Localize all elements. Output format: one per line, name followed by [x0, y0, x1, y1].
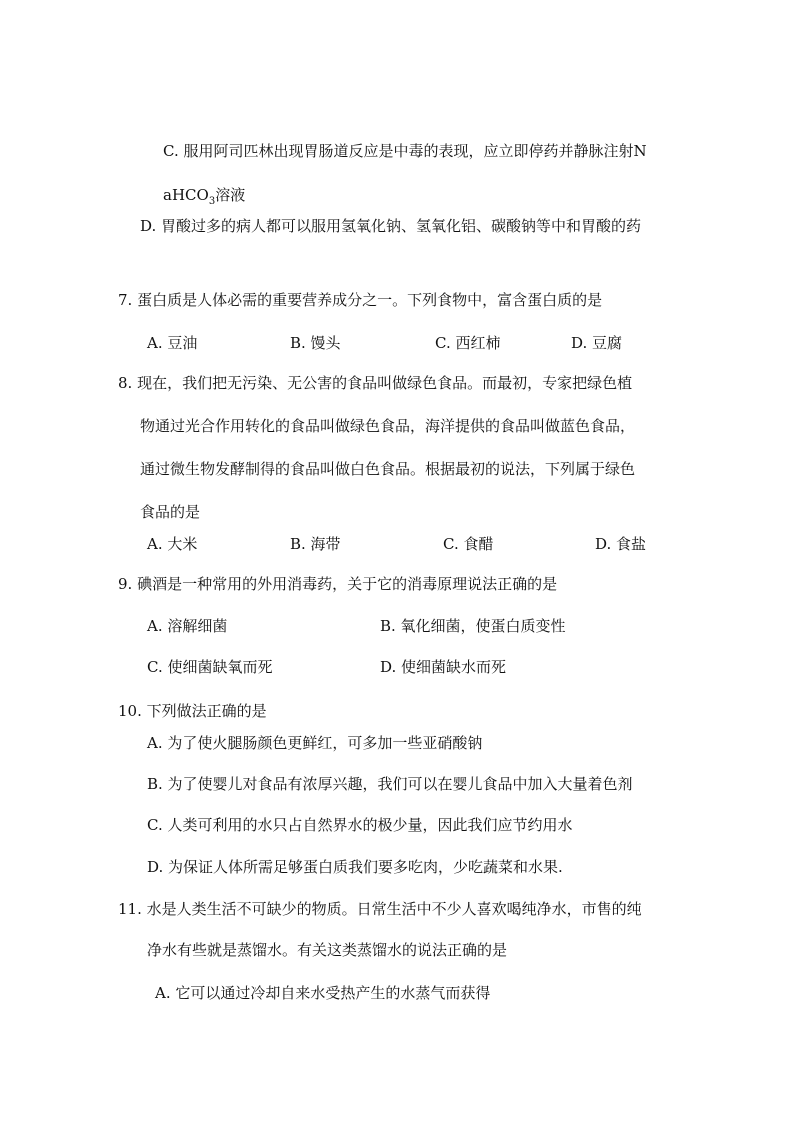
q11-stem-line1: 11. 水是人类生活不可缺少的物质。日常生活中不少人喜欢喝纯净水，市售的纯	[118, 900, 642, 918]
q6-formula-pre: aHCO	[163, 186, 209, 204]
q9-option-a: A. 溶解细菌	[147, 617, 228, 635]
q9-option-d: D. 使细菌缺水而死	[380, 658, 507, 676]
q9-option-b: B. 氧化细菌，使蛋白质变性	[380, 617, 566, 635]
q7-option-a: A. 豆油	[147, 334, 198, 352]
q8-stem-line3: 通过微生物发酵制得的食品叫做白色食品。根据最初的说法，下列属于绿色	[140, 460, 636, 478]
q8-option-c: C. 食醋	[443, 535, 494, 553]
q10-stem: 10. 下列做法正确的是	[118, 702, 267, 720]
q7-option-d: D. 豆腐	[571, 334, 623, 352]
q7-stem: 7. 蛋白质是人体必需的重要营养成分之一。下列食物中，富含蛋白质的是	[118, 291, 603, 309]
q8-stem-line4: 食品的是	[140, 503, 201, 521]
q6-option-c-line1: C. 服用阿司匹林出现胃肠道反应是中毒的表现，应立即停药并静脉注射N	[163, 142, 647, 160]
q10-option-d: D. 为保证人体所需足够蛋白质我们要多吃肉，少吃蔬菜和水果.	[147, 858, 563, 876]
q9-option-c: C. 使细菌缺氧而死	[147, 658, 273, 676]
q11-option-a: A. 它可以通过冷却自来水受热产生的水蒸气而获得	[155, 984, 491, 1002]
q7-option-c: C. 西红柿	[435, 334, 501, 352]
q9-stem: 9. 碘酒是一种常用的外用消毒药，关于它的消毒原理说法正确的是	[118, 575, 558, 593]
q8-option-a: A. 大米	[147, 535, 198, 553]
q11-stem-line2: 净水有些就是蒸馏水。有关这类蒸馏水的说法正确的是	[147, 941, 508, 959]
q8-option-b: B. 海带	[290, 535, 341, 553]
q6-option-d: D. 胃酸过多的病人都可以服用氢氧化钠、氢氧化铝、碳酸钠等中和胃酸的药	[140, 217, 642, 235]
q6-option-c-line2	[163, 185, 245, 205]
q10-option-a: A. 为了使火腿肠颜色更鲜红，可多加一些亚硝酸钠	[147, 734, 483, 752]
q7-option-b: B. 馒头	[290, 334, 341, 352]
q6-formula-subscript: 3	[208, 196, 216, 207]
q10-option-c: C. 人类可利用的水只占自然界水的极少量，因此我们应节约用水	[147, 816, 573, 834]
q8-option-d: D. 食盐	[595, 535, 647, 553]
q6-formula-post: 溶液	[215, 186, 246, 204]
q8-stem-line2: 物通过光合作用转化的食品叫做绿色食品，海洋提供的食品叫做蓝色食品，	[140, 417, 636, 435]
q10-option-b: B. 为了使婴儿对食品有浓厚兴趣，我们可以在婴儿食品中加入大量着色剂	[147, 775, 633, 793]
q8-stem-line1: 8. 现在，我们把无污染、无公害的食品叫做绿色食品。而最初，专家把绿色植	[118, 374, 633, 392]
